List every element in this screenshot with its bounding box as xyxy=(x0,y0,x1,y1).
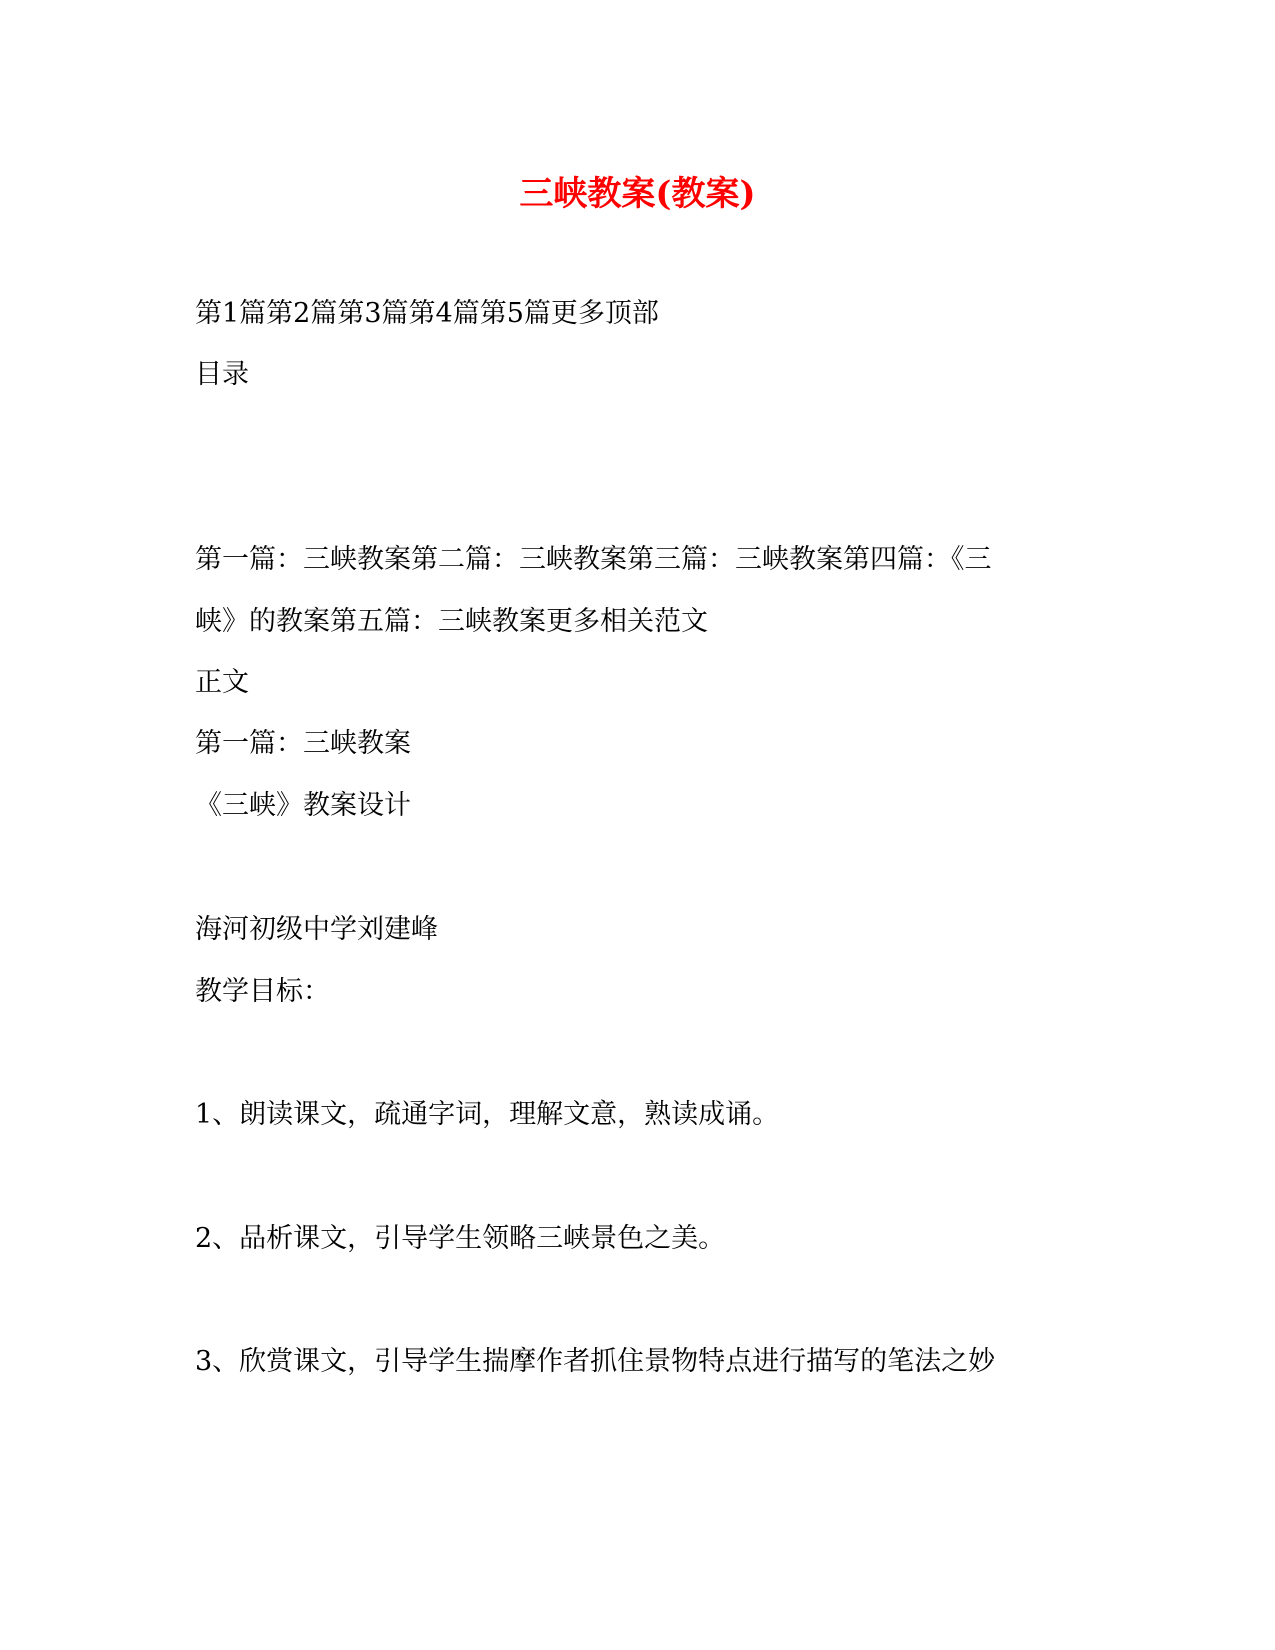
goal-item-2: 2、品析课文，引导学生领略三峡景色之美。 xyxy=(195,1223,726,1254)
design-title: 《三峡》教案设计 xyxy=(195,790,411,821)
author-line: 海河初级中学刘建峰 xyxy=(195,914,438,945)
toc-line-2: 峡》的教案第五篇：三峡教案更多相关范文 xyxy=(195,606,708,637)
goal-item-3: 3、欣赏课文，引导学生揣摩作者抓住景物特点进行描写的笔法之妙 xyxy=(195,1346,996,1377)
goals-heading: 教学目标： xyxy=(195,976,330,1007)
body-heading: 正文 xyxy=(195,667,249,698)
toc-line-1: 第一篇：三峡教案第二篇：三峡教案第三篇：三峡教案第四篇：《三 xyxy=(195,544,992,575)
goal-item-1: 1、朗读课文，疏通字词，理解文意，熟读成诵。 xyxy=(195,1099,780,1130)
document-title: 三峡教案(教案) xyxy=(519,174,756,214)
section-title: 第一篇：三峡教案 xyxy=(195,728,411,759)
article-nav: 第1篇第2篇第3篇第4篇第5篇更多顶部 xyxy=(195,298,659,329)
toc-heading: 目录 xyxy=(195,359,249,390)
